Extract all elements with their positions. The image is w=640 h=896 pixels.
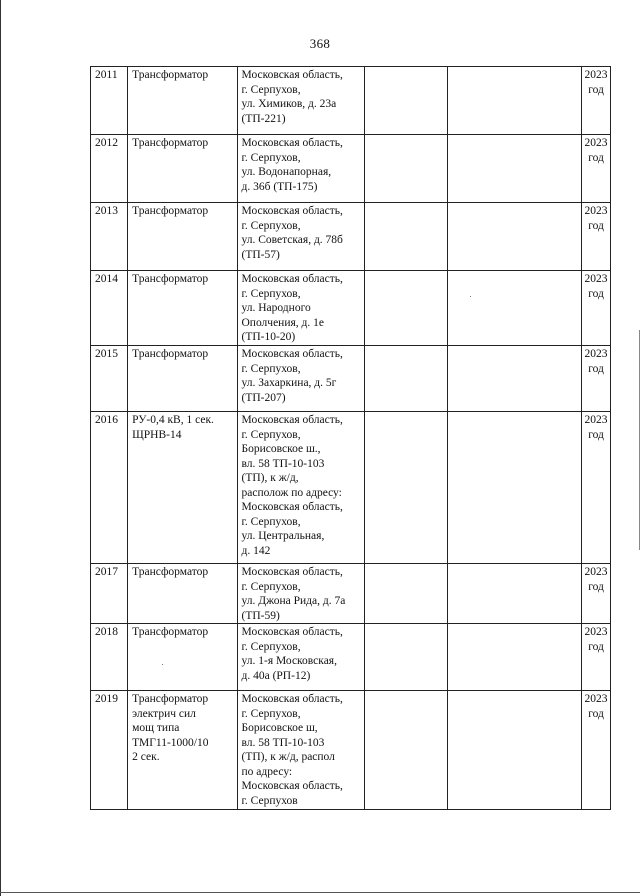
table-row xyxy=(91,564,611,624)
object-name-cell: Трансформатор xyxy=(128,564,237,624)
object-name-cell: Трансформатор xyxy=(128,346,237,412)
object-name-cell: Трансформатор xyxy=(128,67,237,135)
empty-cell xyxy=(447,135,581,203)
year-cell: 2023 год xyxy=(582,203,611,271)
address-cell: Московская область, г. Серпухов, ул. 1-я Московская, д. 40а (РП-12) xyxy=(237,624,365,691)
empty-cell xyxy=(447,691,581,810)
year-cell: 2023 год xyxy=(582,624,611,691)
address-cell: Московская область, г. Серпухов, ул. Химиков, д. 23а (ТП-221) xyxy=(237,67,365,135)
registry-table xyxy=(90,66,611,810)
scan-edge-bottom xyxy=(0,892,640,893)
address-cell: Московская область, г. Серпухов, ул. Захаркина, д. 5г (ТП-207) xyxy=(237,346,365,412)
empty-cell xyxy=(365,271,448,346)
address-cell: Московская область, г. Серпухов, ул. Советская, д. 78б (ТП-57) xyxy=(237,203,365,271)
empty-cell xyxy=(365,624,448,691)
empty-cell xyxy=(447,624,581,691)
address-cell: Московская область, г. Серпухов, ул. Водонапорная, д. 36б (ТП-175) xyxy=(237,135,365,203)
row-number-cell: 2015 xyxy=(91,346,128,412)
row-number-cell: 2019 xyxy=(91,691,128,810)
object-name-cell: Трансформатор xyxy=(128,624,237,691)
empty-cell xyxy=(365,135,448,203)
table-row xyxy=(91,624,611,691)
table-row xyxy=(91,346,611,412)
empty-cell xyxy=(365,691,448,810)
empty-cell xyxy=(447,346,581,412)
row-number-cell: 2016 xyxy=(91,412,128,564)
table-row xyxy=(91,412,611,564)
object-name-cell: РУ-0,4 кВ, 1 сек. ЩРНВ-14 xyxy=(128,412,237,564)
table-row xyxy=(91,203,611,271)
object-name-cell: Трансформатор xyxy=(128,203,237,271)
empty-cell xyxy=(447,412,581,564)
empty-cell xyxy=(365,412,448,564)
row-number-cell: 2011 xyxy=(91,67,128,135)
empty-cell xyxy=(447,564,581,624)
year-cell: 2023 год xyxy=(582,135,611,203)
year-cell: 2023 год xyxy=(582,346,611,412)
table-row xyxy=(91,67,611,135)
empty-cell xyxy=(447,203,581,271)
page-number: 368 xyxy=(309,36,331,51)
year-cell: 2023 год xyxy=(582,412,611,564)
table-row xyxy=(91,691,611,810)
row-number-cell: 2014 xyxy=(91,271,128,346)
address-cell: Московская область, г. Серпухов, ул. Народного Ополчения, д. 1е (ТП-10-20) xyxy=(237,271,365,346)
empty-cell xyxy=(447,271,581,346)
empty-cell xyxy=(365,203,448,271)
object-name-cell: Трансформатор электрич сил мощ типа ТМГ11-1000/10 2 сек. xyxy=(128,691,237,810)
address-cell: Московская область, г. Серпухов, ул. Джона Рида, д. 7а (ТП-59) xyxy=(237,564,365,624)
row-number-cell: 2018 xyxy=(91,624,128,691)
address-cell: Московская область, г. Серпухов, Борисовское ш, вл. 58 ТП-10-103 (ТП), к ж/д, распол по адресу: Московская область, г. Серпухов xyxy=(237,691,365,810)
empty-cell xyxy=(365,67,448,135)
empty-cell xyxy=(365,564,448,624)
year-cell: 2023 год xyxy=(582,67,611,135)
empty-cell xyxy=(447,67,581,135)
row-number-cell: 2013 xyxy=(91,203,128,271)
year-cell: 2023 год xyxy=(582,564,611,624)
row-number-cell: 2017 xyxy=(91,564,128,624)
year-cell: 2023 год xyxy=(582,691,611,810)
table-row xyxy=(91,271,611,346)
row-number-cell: 2012 xyxy=(91,135,128,203)
object-name-cell: Трансформатор xyxy=(128,271,237,346)
empty-cell xyxy=(365,346,448,412)
scan-edge-left xyxy=(0,0,1,896)
year-cell: 2023 год xyxy=(582,271,611,346)
object-name-cell: Трансформатор xyxy=(128,135,237,203)
address-cell: Московская область, г. Серпухов, Борисовское ш., вл. 58 ТП-10-103 (ТП), к ж/д, располож по адресу: Московская область, г. Серпухов, ул. Центральная, д. 142 xyxy=(237,412,365,564)
table-row xyxy=(91,135,611,203)
